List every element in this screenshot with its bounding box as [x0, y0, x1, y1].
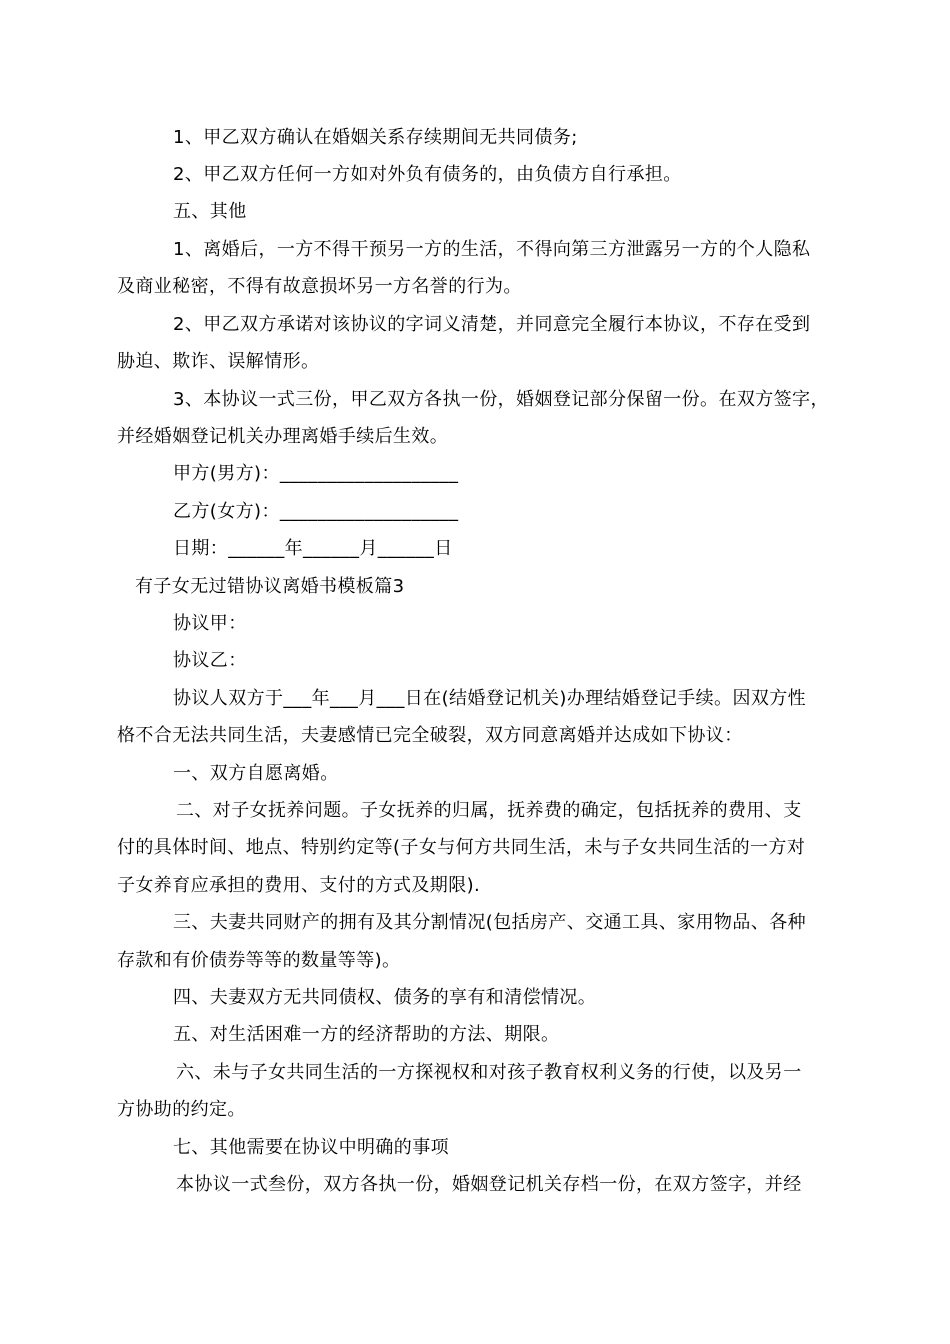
- text-line: 协议人双方于___年___月___日在(结婚登记机关)办理结婚登记手续。因双方性: [173, 688, 807, 709]
- text-line: 五、对生活困难一方的经济帮助的方法、期限。: [173, 1024, 560, 1045]
- date-line: 日期：______年______月______日: [173, 538, 453, 559]
- text-line: 及商业秘密，不得有故意损坏另一方名誉的行为。: [117, 276, 522, 297]
- text-line: 存款和有价债券等等的数量等等)。: [117, 950, 401, 971]
- text-line: 胁迫、欺诈、误解情形。: [117, 351, 320, 372]
- signature-line-party-a: 甲方(男方)：___________________: [173, 463, 459, 484]
- text-line: 协议甲：: [173, 613, 247, 634]
- text-line: 四、夫妻双方无共同债权、债务的享有和清偿情况。: [173, 987, 597, 1008]
- text-line: 本协议一式叁份，双方各执一份，婚姻登记机关存档一份，在双方签字，并经: [176, 1174, 802, 1195]
- text-line: 七、其他需要在协议中明确的事项: [173, 1137, 449, 1158]
- text-line: 3、本协议一式三份，甲乙双方各执一份，婚姻登记部分保留一份。在双方签字，: [173, 389, 829, 410]
- text-line: 付的具体时间、地点、特别约定等(子女与何方共同生活，未与子女共同生活的一方对: [117, 837, 806, 858]
- signature-line-party-b: 乙方(女方)：___________________: [173, 501, 459, 522]
- section-heading: 五、其他: [173, 201, 247, 222]
- text-line: 方协助的约定。: [117, 1099, 246, 1120]
- text-line: 三、夫妻共同财产的拥有及其分割情况(包括房产、交通工具、家用物品、各种: [173, 912, 807, 933]
- text-line: 一、双方自愿离婚。: [173, 763, 339, 784]
- text-line: 格不合无法共同生活，夫妻感情已完全破裂，双方同意离婚并达成如下协议：: [117, 725, 743, 746]
- text-line: 2、甲乙双方承诺对该协议的字词义清楚，并同意完全履行本协议，不存在受到: [173, 314, 811, 335]
- text-line: 1、甲乙双方确认在婚姻关系存续期间无共同债务;: [173, 127, 578, 148]
- text-line: 二、对子女抚养问题。子女抚养的归属，抚养费的确定，包括抚养的费用、支: [176, 800, 802, 821]
- text-line: 六、未与子女共同生活的一方探视权和对孩子教育权利义务的行使，以及另一: [176, 1062, 802, 1083]
- text-line: 并经婚姻登记机关办理离婚手续后生效。: [117, 426, 449, 447]
- text-line: 1、离婚后，一方不得干预另一方的生活，不得向第三方泄露另一方的个人隐私: [173, 239, 811, 260]
- section-title: 有子女无过错协议离婚书模板篇3: [135, 576, 405, 597]
- text-line: 2、甲乙双方任何一方如对外负有债务的，由负债方自行承担。: [173, 164, 682, 185]
- text-line: 子女养育应承担的费用、支付的方式及期限).: [117, 875, 481, 896]
- text-line: 协议乙：: [173, 650, 247, 671]
